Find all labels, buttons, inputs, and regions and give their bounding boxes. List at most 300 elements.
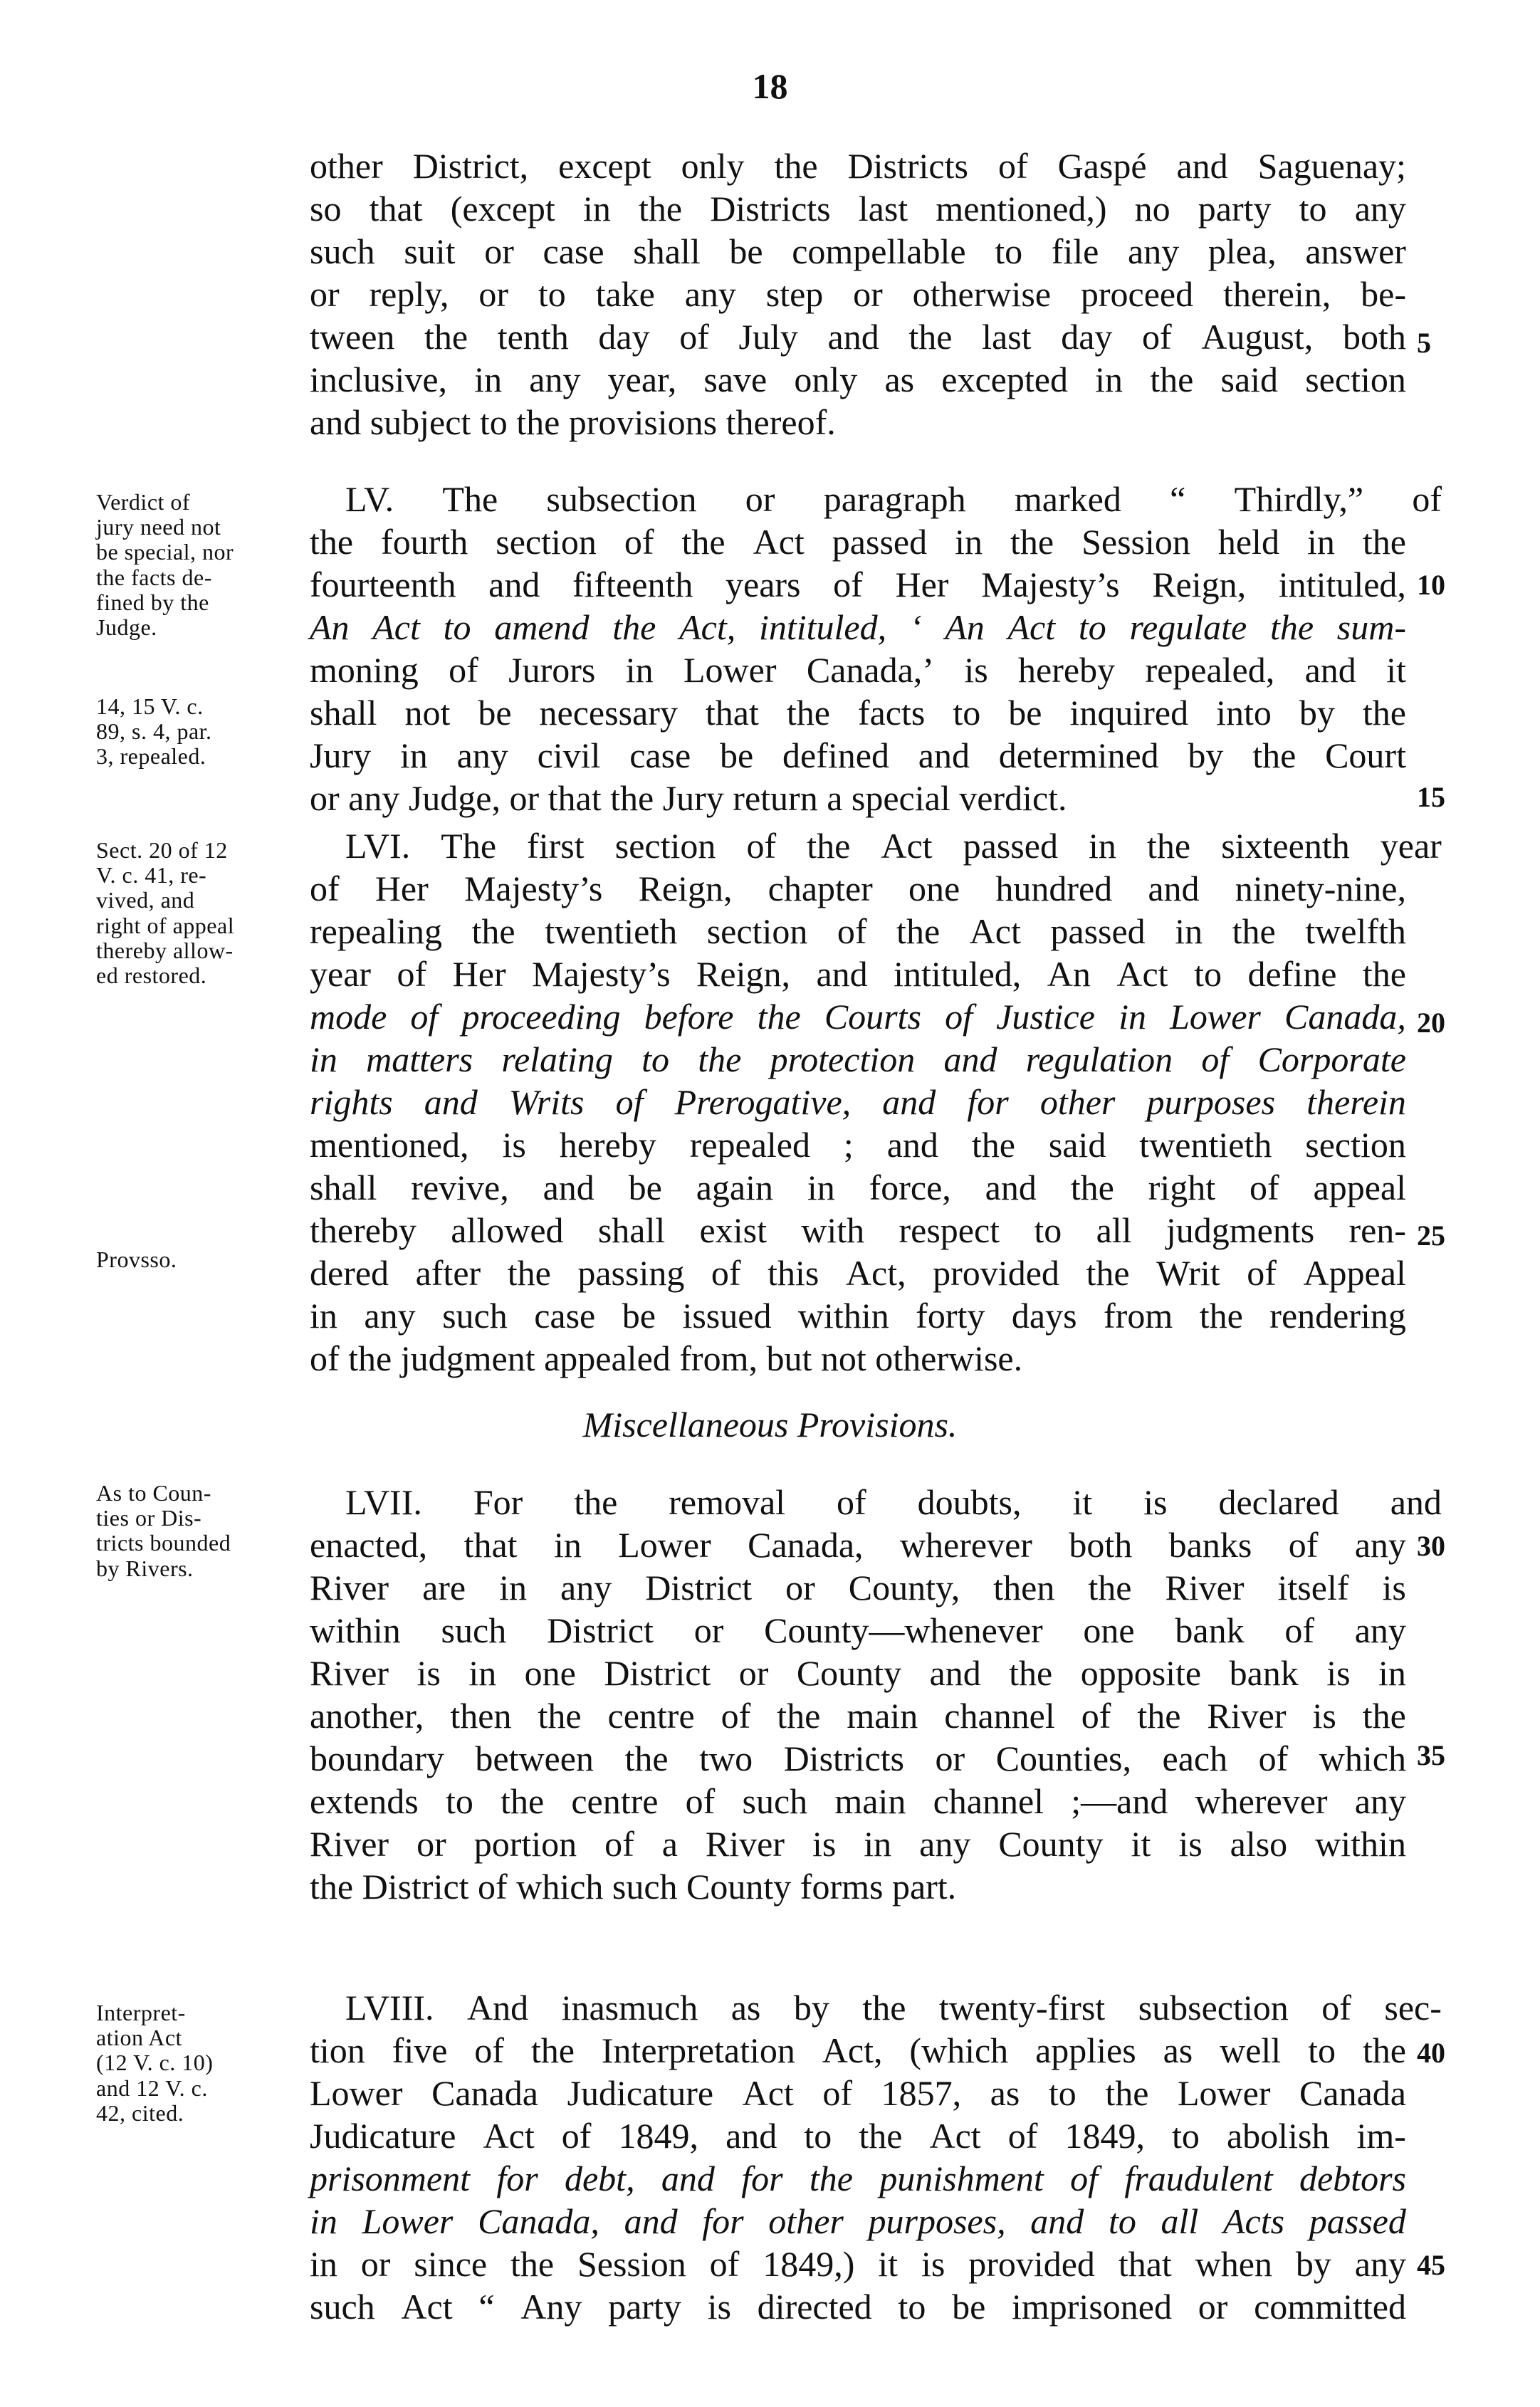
word: August, — [1201, 317, 1314, 357]
word: rendering — [1269, 1296, 1406, 1336]
text-line — [310, 1990, 1442, 2033]
word: or — [935, 1739, 965, 1778]
word: otherwise — [912, 274, 1052, 314]
word: in — [399, 735, 428, 775]
text-line — [310, 1127, 1406, 1170]
word: both — [1069, 1525, 1133, 1565]
word: exist — [699, 1210, 767, 1250]
word: of — [1007, 2116, 1038, 2156]
word: Counties, — [995, 1739, 1131, 1778]
word: of — [822, 2073, 853, 2113]
word: and — [624, 2201, 678, 2241]
word: and — [1304, 650, 1356, 690]
word: protection — [770, 1039, 916, 1079]
word: matters — [366, 1039, 473, 1079]
word: for — [496, 2159, 538, 2198]
word: Court — [1325, 735, 1406, 775]
word: channel — [933, 1781, 1044, 1821]
word: right — [1148, 1168, 1216, 1207]
word: sixteenth — [1221, 826, 1350, 866]
word: said — [1048, 1125, 1106, 1165]
word: last — [982, 317, 1032, 357]
text-line — [310, 956, 1406, 999]
word: revive, — [411, 1168, 509, 1207]
word: LVII. — [345, 1482, 422, 1522]
word: the — [1362, 2030, 1406, 2070]
margin-note-line: vived, and — [96, 887, 195, 913]
word: twenty-first — [938, 1988, 1106, 2028]
word: Canada, — [478, 2201, 599, 2241]
word: and — [1176, 146, 1228, 186]
word: such — [310, 2287, 375, 2327]
word: of — [615, 1082, 644, 1122]
word: passed — [832, 522, 928, 562]
word: Act — [483, 2116, 535, 2156]
word: River — [310, 1568, 389, 1608]
word: judgments — [1166, 1210, 1315, 1250]
word: Majesty’s — [981, 565, 1120, 604]
word: and — [929, 1653, 981, 1693]
word: of — [1142, 317, 1172, 357]
word: to — [1172, 2116, 1200, 2156]
word: hereby — [1018, 650, 1116, 690]
word: of — [1288, 1525, 1319, 1565]
line-number: 5 — [1417, 327, 1431, 359]
word: except — [558, 146, 651, 186]
word: case — [629, 735, 691, 775]
word: in — [310, 1039, 337, 1079]
word: by — [1295, 2244, 1331, 2284]
margin-note-statute-reference — [96, 694, 303, 770]
word: within — [310, 1610, 401, 1650]
page-number: 18 — [752, 66, 788, 106]
word: River — [705, 1824, 785, 1864]
act-title-italic — [310, 1039, 1406, 1084]
word: to — [1048, 2073, 1077, 2113]
word: therein — [1306, 1082, 1406, 1122]
word: excepted — [941, 360, 1068, 399]
word: which — [1319, 1739, 1406, 1778]
word: allowed — [451, 1210, 564, 1250]
word: is — [502, 1125, 526, 1165]
word: LVI. — [345, 826, 411, 866]
word: Her — [452, 954, 506, 994]
word: between — [475, 1739, 594, 1778]
word: ; — [843, 1125, 854, 1165]
word: to — [443, 607, 471, 647]
text-line — [310, 2246, 1406, 2289]
word: compellable — [792, 231, 966, 271]
word: to — [445, 1781, 473, 1821]
word: before — [644, 997, 734, 1037]
act-title-italic — [310, 2161, 1406, 2203]
word: to — [538, 274, 566, 314]
word: rights — [310, 1082, 393, 1122]
word: Act, — [822, 2030, 883, 2070]
text-line — [310, 735, 1406, 780]
word: 1849, — [618, 2116, 699, 2156]
text-line — [310, 1527, 1406, 1570]
word: shall — [597, 1210, 666, 1250]
word: the — [624, 1739, 669, 1778]
word: repealing — [310, 911, 443, 951]
word: therein, — [1222, 274, 1331, 314]
word: Writ — [1156, 1253, 1220, 1293]
word: Judicature — [567, 2073, 714, 2113]
text-line — [310, 609, 1406, 652]
word: Lower — [683, 650, 777, 690]
word: or — [360, 2244, 391, 2284]
word: County — [796, 1653, 902, 1693]
word: intituled, — [894, 954, 1022, 994]
word: Act — [742, 2073, 794, 2113]
line-number: 40 — [1417, 2037, 1445, 2069]
word: Reign, — [1152, 565, 1247, 604]
word: fourth — [381, 522, 468, 562]
word: punishment — [879, 2159, 1044, 2198]
text-line — [310, 567, 1406, 609]
word: be- — [1361, 274, 1406, 314]
word: five — [392, 2030, 448, 2070]
word: opposite — [1080, 1653, 1202, 1693]
word: Majesty’s — [532, 954, 671, 994]
word: it — [1072, 1482, 1093, 1522]
word: in — [310, 2244, 337, 2284]
word: within — [1315, 1824, 1406, 1864]
word: Canada, — [1284, 997, 1406, 1037]
word: and — [985, 1168, 1037, 1207]
word: civil — [537, 735, 601, 775]
word: another, — [310, 1696, 424, 1736]
word: Canada — [431, 2073, 538, 2113]
word: and — [488, 565, 540, 604]
word: the — [1010, 522, 1054, 562]
word: of — [624, 522, 654, 562]
word: and — [882, 1082, 936, 1122]
word: Her — [895, 565, 949, 604]
word: mode — [310, 997, 387, 1037]
word: last — [858, 189, 908, 229]
word: Act — [372, 607, 420, 647]
word: any — [364, 1296, 416, 1336]
word: River — [1207, 1696, 1287, 1736]
text-line — [310, 231, 1406, 276]
word: in — [1095, 360, 1123, 399]
word: regulate — [1129, 607, 1247, 647]
word: Session — [577, 2244, 686, 2284]
word: take — [595, 274, 655, 314]
word: to — [1299, 189, 1327, 229]
word: also — [1230, 1824, 1288, 1864]
word: the — [638, 189, 683, 229]
word: of — [746, 826, 777, 866]
word: doubts, — [917, 1482, 1022, 1522]
word: debtors — [1299, 2159, 1406, 2198]
word: Lower — [1177, 2073, 1271, 2113]
word: such — [442, 1296, 508, 1336]
word: sec- — [1384, 1988, 1442, 2028]
text-line — [310, 1298, 1406, 1341]
word: of — [604, 1824, 634, 1864]
word: of — [449, 650, 478, 690]
word: the — [1088, 1568, 1132, 1608]
text-line — [310, 1255, 1406, 1298]
word: to — [1308, 2030, 1336, 2070]
word: the — [510, 2244, 555, 2284]
word: so — [310, 189, 342, 229]
word: in — [1119, 997, 1146, 1037]
line-number: 25 — [1417, 1220, 1445, 1252]
word: is — [1326, 1653, 1351, 1693]
word: the — [896, 911, 941, 951]
text-line — [310, 999, 1406, 1042]
word: and — [1030, 2201, 1084, 2241]
word: ninety-nine, — [1235, 869, 1406, 908]
word: Act, — [845, 1253, 906, 1293]
margin-note-line: ation Act — [96, 2025, 182, 2051]
word: to — [1034, 1210, 1062, 1250]
word: from — [1104, 1296, 1173, 1336]
word: in — [1175, 911, 1203, 951]
word: both — [1342, 317, 1406, 357]
margin-note-line: 14, 15 V. c. — [96, 693, 204, 719]
word: as — [884, 360, 915, 399]
word: are — [422, 1568, 466, 1608]
margin-note-line: 42, cited. — [96, 2099, 184, 2126]
line-number: 10 — [1417, 569, 1445, 601]
word: of — [310, 869, 340, 908]
word: River — [310, 1653, 389, 1693]
word: Act, — [679, 607, 736, 647]
word: for — [741, 2159, 783, 2198]
word: portion — [473, 1824, 577, 1864]
word: July — [738, 317, 798, 357]
word: any — [1354, 1781, 1406, 1821]
word: section — [1305, 360, 1406, 399]
word: imprisoned — [1012, 2287, 1172, 2327]
word: Act — [929, 2116, 981, 2156]
margin-note-line: jury need not — [96, 514, 221, 540]
word: or — [693, 1610, 724, 1650]
word: the — [1070, 1168, 1114, 1207]
word: the — [1232, 911, 1276, 951]
word: the — [908, 317, 953, 357]
word: the — [530, 2030, 575, 2070]
word: and — [424, 1082, 478, 1122]
word: inquired — [1069, 693, 1189, 733]
word: as — [730, 1988, 761, 2028]
word: the — [681, 522, 726, 562]
word: each — [1162, 1739, 1228, 1778]
text-line — [310, 1826, 1406, 1869]
text-line — [310, 1170, 1406, 1212]
word: year — [1380, 826, 1442, 866]
word: any — [456, 735, 508, 775]
word: in — [310, 2201, 337, 2241]
word: it — [878, 2244, 899, 2284]
word: forty — [916, 1296, 985, 1336]
margin-note-verdict — [96, 490, 303, 640]
word: one — [908, 869, 960, 908]
word: only — [681, 146, 745, 186]
word: that — [463, 1525, 518, 1565]
word: and — [827, 317, 879, 357]
word: of — [945, 997, 973, 1037]
word: of — [711, 1253, 741, 1293]
word: purposes — [1146, 1082, 1276, 1122]
word: bank — [1175, 1610, 1245, 1650]
word: twentieth — [545, 911, 678, 951]
word: or — [853, 274, 883, 314]
word: that — [1118, 2244, 1172, 2284]
word: other — [768, 2201, 844, 2241]
word: any — [1354, 189, 1406, 229]
text-line — [310, 524, 1406, 567]
word: all — [1096, 1210, 1132, 1250]
word: proceed — [1080, 274, 1194, 314]
word: be — [729, 231, 763, 271]
word: after — [415, 1253, 481, 1293]
word: again — [696, 1168, 773, 1207]
word: Lower — [618, 1525, 711, 1565]
word: of — [997, 146, 1028, 186]
word: subsection — [1138, 1988, 1289, 2028]
word: the — [1009, 1653, 1053, 1693]
word: in — [474, 360, 503, 399]
word: fraudulent — [1124, 2159, 1273, 2198]
word: case — [534, 1296, 596, 1336]
word: passed — [963, 826, 1058, 866]
word: to — [1194, 954, 1222, 994]
word: to — [1108, 2201, 1136, 2241]
text-line — [310, 2030, 1406, 2075]
word: well — [1220, 2030, 1282, 2070]
word: then — [993, 1568, 1055, 1608]
word: mentioned,) — [936, 189, 1107, 229]
word: that — [369, 189, 423, 229]
word: the — [424, 317, 468, 357]
word: Act — [753, 522, 805, 562]
word: the — [774, 146, 818, 186]
word: the — [574, 1482, 618, 1522]
word: the — [757, 997, 801, 1037]
word: other — [1039, 1082, 1116, 1122]
word: be — [628, 1168, 662, 1207]
word: to — [953, 693, 981, 733]
word: is — [964, 650, 988, 690]
word: party — [608, 2287, 681, 2327]
word: in — [310, 1296, 337, 1336]
text-line — [310, 1484, 1442, 1527]
word: into — [1216, 693, 1272, 733]
margin-note-line: Verdict of — [96, 489, 191, 515]
word: repealed, — [1145, 650, 1275, 690]
word: define — [1247, 954, 1337, 994]
word: Lower — [362, 2201, 454, 2241]
word: passed — [1050, 911, 1146, 951]
word: Jurors — [508, 650, 596, 690]
word: ;—and — [1071, 1781, 1168, 1821]
word: provided — [933, 1253, 1059, 1293]
word: tenth — [497, 317, 569, 357]
word: respect — [899, 1210, 1000, 1250]
text-line — [310, 2289, 1406, 2332]
text-line — [310, 2118, 1406, 2161]
word: And — [467, 1988, 529, 2028]
word: County — [998, 1824, 1104, 1864]
word: subsection — [546, 479, 697, 519]
word: im- — [1356, 2116, 1406, 2156]
word: to — [898, 2287, 926, 2327]
word: relating — [501, 1039, 613, 1079]
word: repealed — [689, 1125, 810, 1165]
word: the — [1199, 1296, 1243, 1336]
word: necessary — [539, 693, 678, 733]
word: a — [661, 1824, 678, 1864]
word: mentioned, — [310, 1125, 469, 1165]
text-line — [310, 828, 1442, 871]
text-line — [310, 2203, 1406, 2246]
word: River — [1165, 1568, 1245, 1608]
word: one — [1083, 1610, 1135, 1650]
word: “ — [478, 2287, 495, 2327]
word: of — [1081, 1696, 1111, 1736]
word: Gaspé — [1057, 146, 1147, 186]
word: not — [404, 693, 451, 733]
word: is — [1178, 1824, 1203, 1864]
word: intituled, — [1278, 565, 1406, 604]
word: Reign, — [638, 869, 733, 908]
word: to — [1078, 607, 1106, 647]
word: the — [807, 826, 851, 866]
word: determined — [998, 735, 1159, 775]
text-line — [310, 1655, 1406, 1698]
word: as — [990, 2073, 1020, 2113]
word: channel — [944, 1696, 1055, 1736]
word: with — [801, 1210, 865, 1250]
word: Act — [969, 911, 1021, 951]
word: that — [705, 693, 759, 733]
line-number: 15 — [1417, 781, 1445, 813]
text-line — [310, 2161, 1406, 2203]
word: section — [496, 522, 597, 562]
word: of — [561, 2116, 592, 2156]
word: and — [661, 2159, 715, 2198]
word: District — [645, 1568, 753, 1608]
word: tween — [310, 317, 395, 357]
word: any — [560, 1568, 612, 1608]
word: Interpretation — [601, 2030, 795, 2070]
text-line — [310, 1084, 1406, 1127]
word: any — [919, 1824, 971, 1864]
word: be — [720, 735, 754, 775]
act-title-italic — [310, 2203, 1406, 2246]
word: be — [1008, 693, 1042, 733]
word: in — [582, 189, 611, 229]
word: Lower — [310, 2073, 403, 2113]
word: applies — [1035, 2030, 1136, 2070]
word: the — [859, 2116, 903, 2156]
word: for — [702, 2201, 744, 2241]
word: is — [1382, 1568, 1406, 1608]
word: passed — [1309, 2201, 1406, 2241]
word: Prerogative, — [674, 1082, 852, 1122]
word: issued — [682, 1296, 772, 1336]
word: party — [1198, 189, 1272, 229]
word: of — [474, 2030, 504, 2070]
word: section — [614, 826, 716, 866]
margin-note-line: be special, nor — [96, 539, 234, 565]
